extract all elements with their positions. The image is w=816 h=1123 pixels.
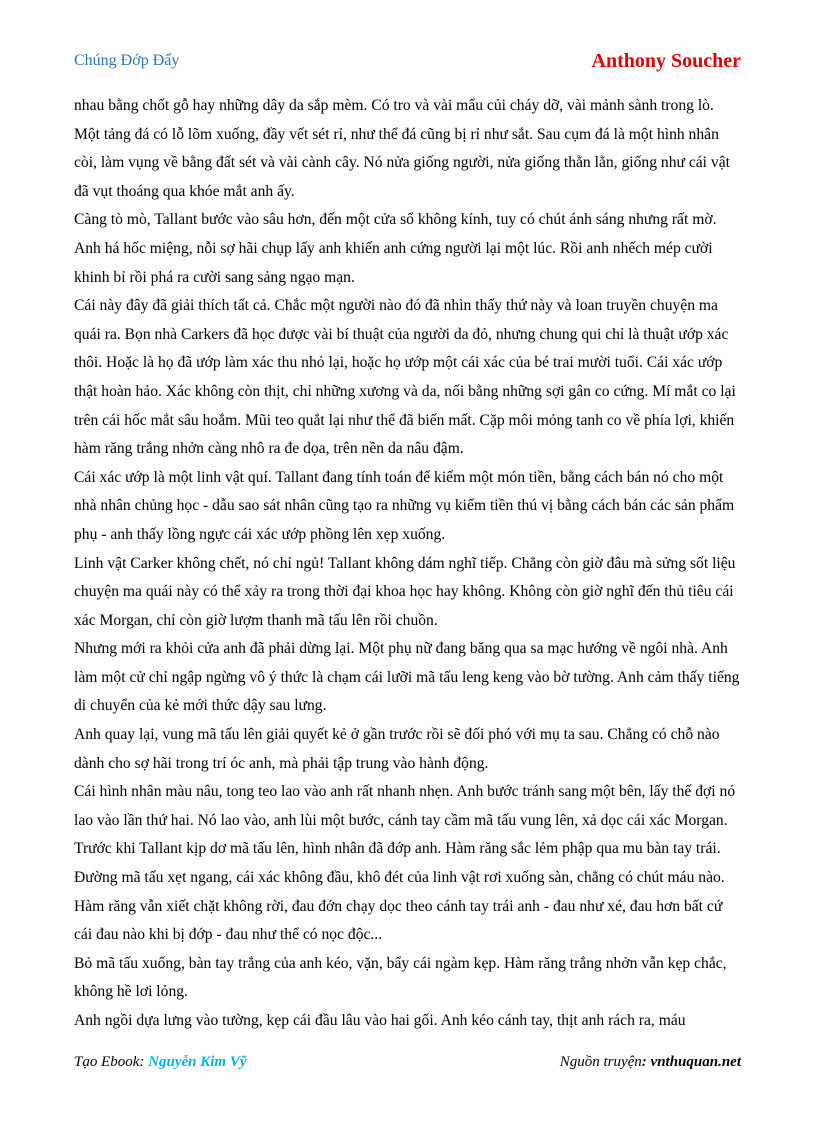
- paragraph: Hàm răng vẫn xiết chặt không rời, đau đớn chạy dọc theo cánh tay trái anh - đau như xé, đau hơn bất cứ cái đau nào khi bị đớp - đau như thể có nọc độc...: [74, 897, 723, 944]
- page-header: [74, 50, 741, 74]
- paragraph: Càng tò mò, Tallant bước vào sâu hơn, đến một cửa sổ không kính, tuy có chút ánh sáng nhưng rất mờ. Anh há hốc miệng, nỗi sợ hãi chụp lấy anh khiến anh cứng người lại một lúc. Rồi anh nhếch mép cười khinh bỉ rồi phá ra cười sang sảng ngạo mạn.: [74, 211, 717, 286]
- creator-label: Tạo Ebook: [74, 1054, 140, 1070]
- creator-colon: :: [139, 1054, 145, 1070]
- paragraph: Nhưng mới ra khỏi cửa anh đã phải dừng lại. Một phụ nữ đang băng qua sa mạc hướng về ngôi nhà. Anh làm một cử chỉ ngập ngừng vô ý thức là chạm cái lưỡi mã tấu leng keng vào bờ tường. Anh cảm thấy tiếng di chuyển của kẻ mới thức dậy sau lưng.: [74, 640, 740, 715]
- ebook-credit: [74, 1054, 247, 1071]
- paragraph: Cái này đây đã giải thích tất cả. Chắc một người nào đó đã nhìn thấy thứ này và loan truyền chuyện ma quái ra. Bọn nhà Carkers đã học được vài bí thuật của người da đỏ, nhưng chung qui chỉ là thuật ướp xác thôi. Hoặc là họ đã ướp làm xác thu nhỏ lại, hoặc họ ướp một cái xác của bé trai mười tuổi. Cái xác ướp thật hoàn hảo. Xác không còn thịt, chỉ những xương và da, nối bằng những sợi gân co cứng. Mí mắt co lại trên cái hốc mắt sâu hoắm. Mũi teo quắt lại như thể đã biến mất. Cặp môi mỏng tanh co về phía lợi, khiến hàm răng trắng nhởn càng nhô ra đe dọa, trên nền da nâu đậm.: [74, 297, 736, 458]
- paragraph: Linh vật Carker không chết, nó chỉ ngủ! Tallant không dám nghĩ tiếp. Chẳng còn giờ đâu mà sửng sốt liệu chuyện ma quái này có thể xảy ra trong thời đại khoa học hay không. Không còn giờ nghĩ đến thủ tiêu cái xác Morgan, chỉ còn giờ lượm thanh mã tấu lên rồi chuồn.: [74, 554, 736, 629]
- source-name: vnthuquan.net: [650, 1054, 741, 1070]
- source-credit: [560, 1054, 741, 1071]
- book-title: Chúng Đớp Đấy: [74, 52, 180, 69]
- author-name: Anthony Soucher: [591, 50, 741, 72]
- paragraph: Anh quay lại, vung mã tấu lên giải quyết kẻ ở gần trước rồi sẽ đối phó với mụ ta sau. Chẳng có chỗ nào dành cho sợ hãi trong trí óc anh, mà phải tập trung vào hành động.: [74, 726, 720, 772]
- source-label: Nguồn truyện: [559, 1054, 642, 1070]
- page-body: [74, 92, 742, 1036]
- paragraph: Anh ngồi dựa lưng vào tường, kẹp cái đầu lâu vào hai gối. Anh kéo cánh tay, thịt anh rách ra, máu: [74, 1012, 686, 1029]
- paragraph: Bỏ mã tấu xuống, bàn tay trắng của anh kéo, vặn, bẩy cái ngàm kẹp. Hàm răng trắng nhởn vẫn kẹp chắc, không hề lơi lỏng.: [74, 954, 727, 1001]
- paragraph: nhau bằng chốt gỗ hay những dây da sắp mèm. Có tro và vài mẩu củi cháy dỡ, vài mảnh sành trong lò. Một tảng đá có lỗ lõm xuống, đầy vết sét rỉ, như thể đá cũng bị rỉ như sắt. Sau cụm đá là một hình nhân còi, làm vụng về bằng đất sét và vài cành cây. Nó nửa giống người, nửa giống thằn lằn, giống như cái vật đã vụt thoáng qua khóe mắt anh ấy.: [74, 97, 730, 200]
- paragraph: Cái hình nhân màu nâu, tong teo lao vào anh rất nhanh nhẹn. Anh bước tránh sang một bên, lấy thế đợi nó lao vào lần thứ hai. Nó lao vào, anh lùi một bước, cánh tay cầm mã tấu vung lên, xả dọc cái xác Morgan. Trước khi Tallant kịp dơ mã tấu lên, hình nhân đã đớp anh. Hàm răng sắc lẻm phập qua mu bàn tay trái. Đường mã tấu xẹt ngang, cái xác không đầu, khô đét của linh vật rơi xuống sàn, chẳng có chút máu nào.: [74, 783, 736, 887]
- paragraph: Cái xác ướp là một linh vật quí. Tallant đang tính toán để kiếm một món tiền, bằng cách bán nó cho một nhà nhân chủng học - dẫu sao sát nhân cũng tạo ra những vụ kiếm tiền thú vị bằng cách bán các sản phẩm phụ - anh thấy lồng ngực cái xác ướp phồng lên xẹp xuống.: [74, 468, 735, 543]
- page-footer: [74, 1054, 741, 1076]
- source-colon: :: [641, 1054, 647, 1070]
- creator-name: Nguyễn Kim Vỹ: [148, 1054, 247, 1070]
